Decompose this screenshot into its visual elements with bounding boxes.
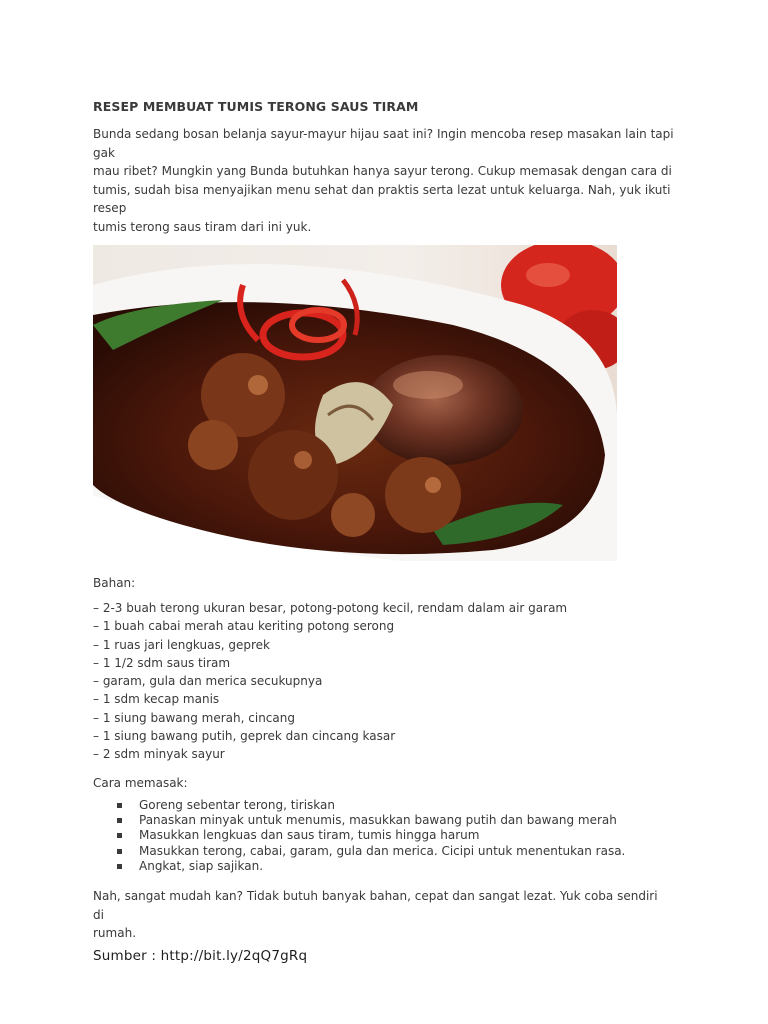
ingredient-item: – 2-3 buah terong ukuran besar, potong-potong kecil, rendam dalam air garam — [93, 601, 568, 615]
ingredient-item: – garam, gula dan merica secukupnya — [93, 674, 323, 689]
chili-highlight — [526, 263, 570, 287]
ingredient-item: – 1 siung bawang merah, cincang — [93, 710, 295, 725]
article — [93, 98, 683, 965]
closing-line: Nah, sangat mudah kan? Tidak butuh banyak bahan, cepat dan sangat lezat. Yuk coba sendiri di — [93, 889, 658, 922]
steps-list — [93, 798, 683, 874]
step-text: Masukkan terong, cabai, garam, gula dan merica. Cicipi untuk menentukan rasa. — [139, 843, 626, 858]
steps-label: Cara memasak: — [93, 775, 188, 790]
intro-line: tumis terong saus tiram dari ini yuk. — [93, 219, 312, 234]
ingredients-label: Bahan: — [93, 576, 136, 590]
step-text: Angkat, siap sajikan. — [139, 858, 264, 873]
step-text: Masukkan lengkuas dan saus tiram, tumis hingga harum — [139, 828, 480, 843]
ingredient-item: – 2 sdm minyak sayur — [93, 747, 225, 762]
step-text: Goreng sebentar terong, tiriskan — [139, 797, 335, 812]
meat-highlight — [248, 375, 268, 395]
ingredient-item: – 1 ruas jari lengkuas, geprek — [93, 637, 270, 652]
minced-meat-4 — [188, 420, 238, 470]
ingredients-list — [93, 599, 683, 764]
minced-meat-2 — [248, 430, 338, 520]
intro-line: tumis, sudah bisa menyajikan menu sehat dan praktis serta lezat untuk keluarga. Nah, yuk ikuti resep — [93, 182, 671, 215]
dish-photo — [93, 245, 617, 561]
square-bullet-icon — [117, 864, 122, 869]
source-link[interactable]: Sumber : http://bit.ly/2qQ7gRq — [93, 947, 308, 964]
step-item — [117, 828, 683, 843]
article-title: RESEP MEMBUAT TUMIS TERONG SAUS TIRAM — [93, 99, 419, 114]
intro-line: Bunda sedang bosan belanja sayur-mayur hijau saat ini? Ingin mencoba resep masakan lain tapi gak — [93, 127, 674, 160]
ingredient-item: – 1 sdm kecap manis — [93, 692, 220, 707]
dish-illustration — [93, 245, 617, 561]
step-item — [117, 844, 683, 859]
square-bullet-icon — [117, 849, 122, 854]
step-item — [117, 859, 683, 874]
step-text: Panaskan minyak untuk menumis, masukkan bawang putih dan bawang merah — [139, 812, 617, 827]
step-item — [117, 798, 683, 813]
eggplant-highlight — [393, 371, 463, 399]
meat-highlight-2 — [294, 451, 312, 469]
ingredient-item: – 1 1/2 sdm saus tiram — [93, 655, 231, 670]
ingredient-item: – 1 siung bawang putih, geprek dan cincang kasar — [93, 729, 396, 744]
closing-line: rumah. — [93, 926, 137, 941]
square-bullet-icon — [117, 833, 122, 838]
minced-meat-5 — [331, 493, 375, 537]
meat-highlight-3 — [425, 477, 441, 493]
intro-line: mau ribet? Mungkin yang Bunda butuhkan hanya sayur terong. Cukup memasak dengan cara di — [93, 164, 672, 178]
minced-meat-3 — [385, 457, 461, 533]
square-bullet-icon — [117, 803, 122, 808]
closing-paragraph — [93, 887, 663, 943]
ingredient-item: – 1 buah cabai merah atau keriting potong serong — [93, 619, 395, 634]
intro-paragraph — [93, 125, 683, 236]
step-item — [117, 813, 683, 828]
square-bullet-icon — [117, 818, 122, 823]
